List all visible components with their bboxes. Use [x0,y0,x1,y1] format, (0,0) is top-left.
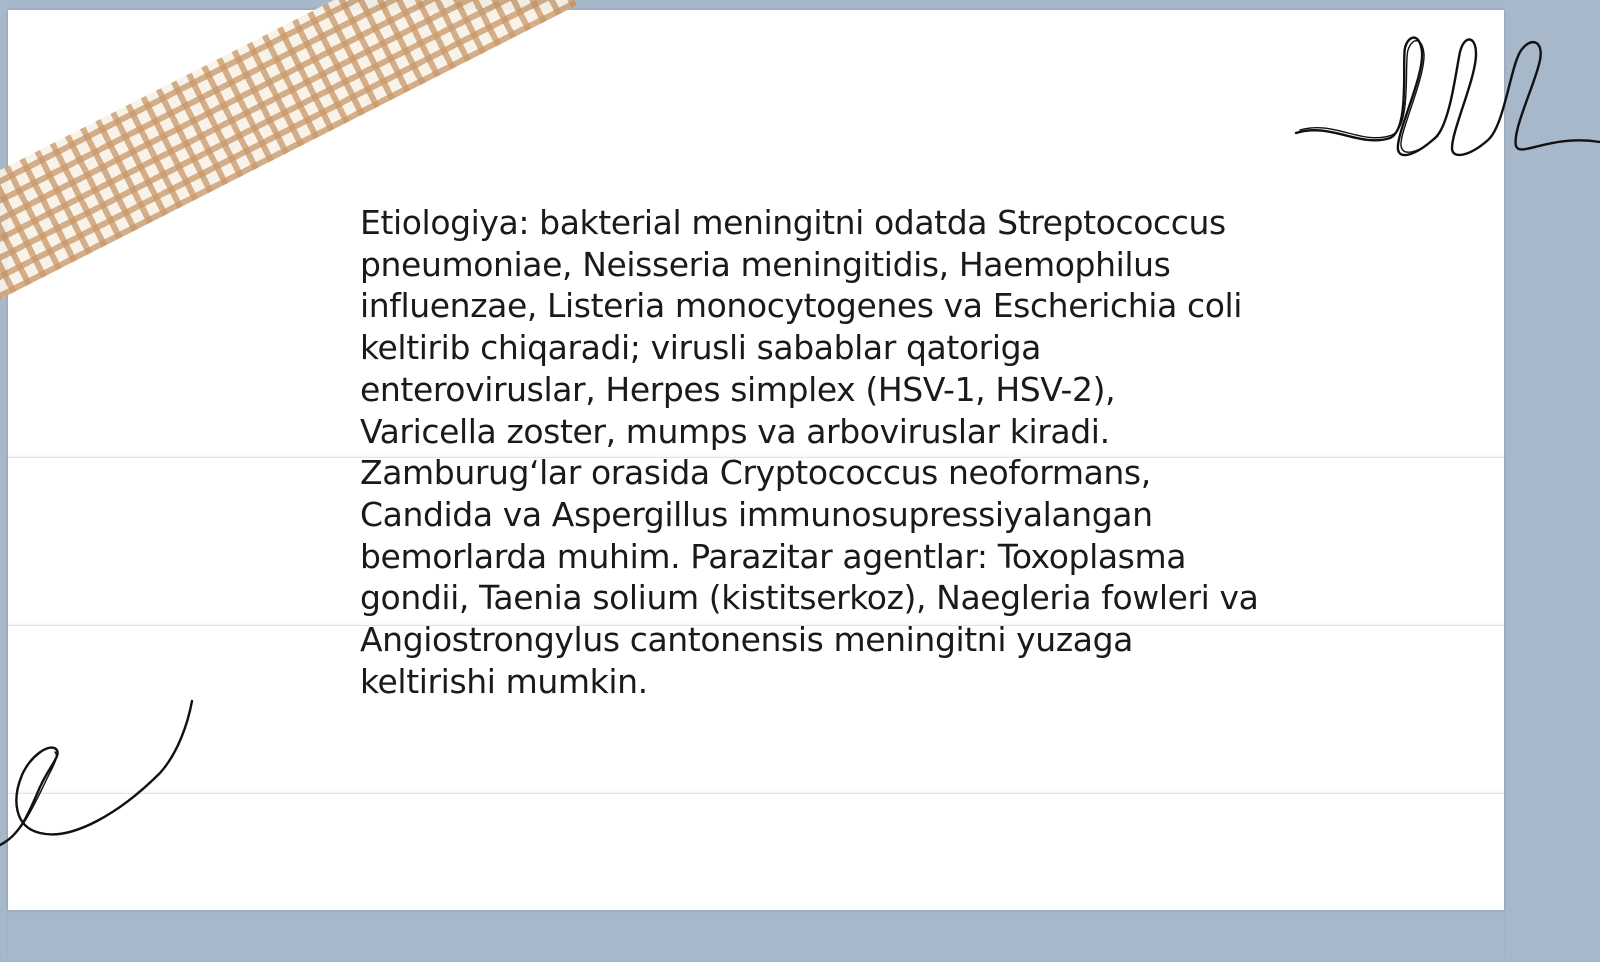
loop-scribble-icon [0,695,200,850]
paper-strip [8,793,1504,962]
slide-body-text: Etiologiya: bakterial meningitni odatda Streptococcus pneumoniae, Neisseria meningitidis, Haemophilus influenzae, Listeria monocytogenes va Escherichia coli keltirib chiqaradi; virusli sabablar qatoriga enteroviruslar, Herpes simplex (HSV-1, HSV-2), Varicella zoster, mumps va arboviruslar kiradi. Zamburug‘lar orasida Cryptococcus neoformans, Candida va Aspergillus immunosupressiyalangan bemorlarda muhim. Parazitar agentlar: Toxoplasma gondii, Taenia solium (kistitserkoz), Naegleria fowleri va Angiostrongylus cantonensis meningitni yuzaga keltirishi mumkin. [360,203,1259,701]
loop-scribble-icon [1290,30,1600,165]
